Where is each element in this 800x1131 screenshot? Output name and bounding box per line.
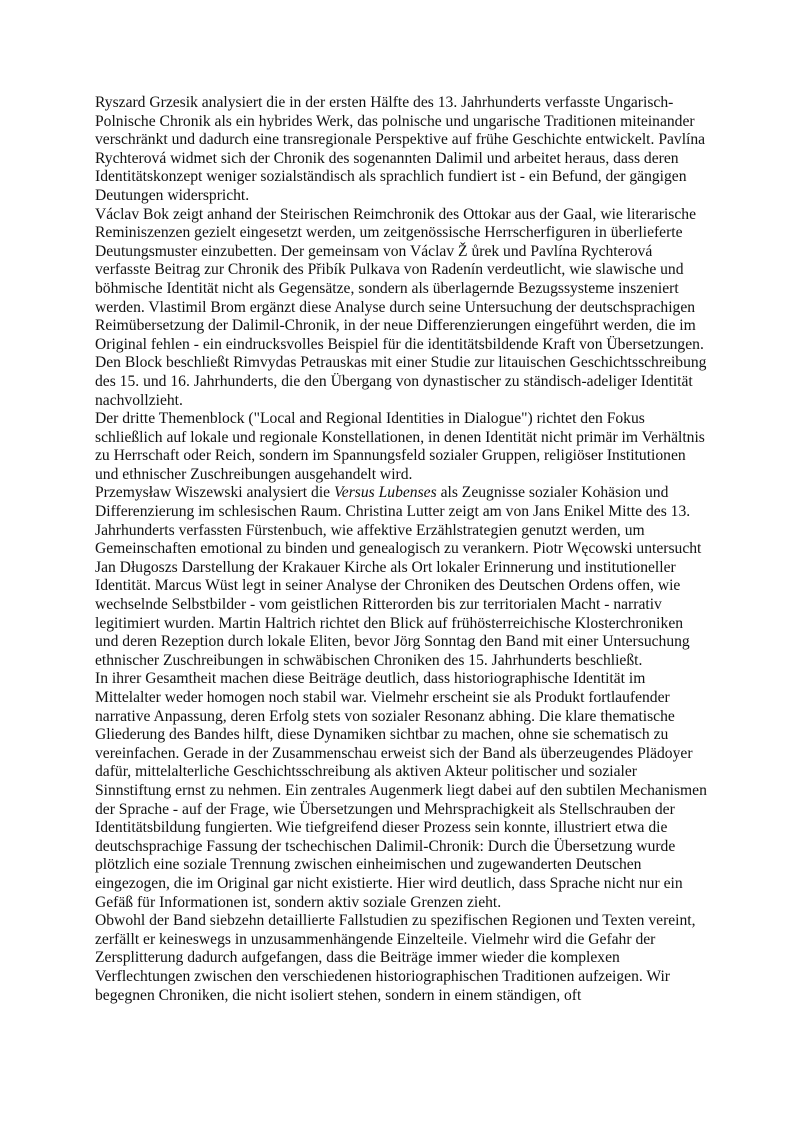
paragraph-third-theme-block: Der dritte Themenblock ("Local and Regional Identities in Dialogue") richtet den Fokus schließlich auf lokale und regionale Konstellationen, in denen Identität nicht primär im Verhältnis zu Herrschaft oder Reich, sondern im Spannungsfeld sozialer Gruppen, religiöser Institutionen und ethnischer Zuschreibungen ausgehandelt wird.	[95, 410, 705, 483]
paragraph-text-before: Przemysław Wiszewski analysiert die	[95, 484, 334, 502]
paragraph-overall-assessment: In ihrer Gesamtheit machen diese Beiträge deutlich, dass historiographische Identität im Mittelalter weder homogen noch stabil war. Vielmehr erscheint sie als Produkt fortlaufender narrative Anpassung, deren Erfolg stets von sozialer Resonanz abhing. Die klare thematische Gliederung des Bandes hilft, diese Dynamiken sichtbar zu machen, ohne sie schematisch zu vereinfachen. Gerade in der Zusammenschau erweist sich der Band als überzeugendes Plädoyer dafür, mittelalterliche Geschichtsschreibung als aktiven Akteur politischer und sozialer Sinnstiftung ernst zu nehmen. Ein zentrales Augenmerk liegt dabei auf den subtilen Mechanismen der Sprache - auf der Frage, wie Übersetzungen und Mehrsprachigkeit als Stellschrauben der Identitätsbildung fungierten. Wie tiefgreifend dieser Prozess sein konnte, illustriert etwa die deutschsprachige Fassung der tschechischen Dalimil-Chronik: Durch die Übersetzung wurde plötzlich eine soziale Trennung zwischen einheimischen und zugewanderten Deutschen eingezogen, die im Original gar nicht existierte. Hier wird deutlich, dass Sprache nicht nur ein Gefäß für Informationen ist, sondern aktiv soziale Grenzen zieht.	[95, 670, 707, 911]
paragraph-grzesik-rychterova: Ryszard Grzesik analysiert die in der ersten Hälfte des 13. Jahrhunderts verfasste Ungarisch-Polnische Chronik als ein hybrides Werk, das polnische und ungarische Traditionen miteinander verschränkt und dadurch eine transregionale Perspektive auf frühe Geschichte entwickelt. Pavlína Rychterová widmet sich der Chronik des sogenannten Dalimil und arbeitet heraus, dass deren Identitätskonzept weniger sozialständisch als sprachlich fundiert ist - ein Befund, der gängigen Deutungen widerspricht.	[95, 94, 706, 204]
paragraph-text-after: als Zeugnisse sozialer Kohäsion und Differenzierung im schlesischen Raum. Christina Lutter zeigt am von Jans Enikel Mitte des 13. Jahrhunderts verfassten Fürstenbuch, wie affektive Erzählstrategien genutzt werden, um Gemeinschaften emotional zu binden und genealogisch zu verankern. Piotr Węcowski untersucht Jan Długoszs Darstellung der Krakauer Kirche als Ort lokaler Erinnerung und institutioneller Identität. Marcus Wüst legt in seiner Analyse der Chroniken des Deutschen Ordens offen, wie wechselnde Selbstbilder - vom geistlichen Ritterorden bis zur territorialen Macht - narrativ legitimiert wurden. Martin Haltrich richtet den Blick auf frühösterreichische Klosterchroniken und deren Rezeption durch lokale Eliten, bevor Jörg Sonntag den Band mit einer Untersuchung ethnischer Zuschreibungen in schwäbischen Chroniken des 15. Jahrhunderts beschließt.	[95, 484, 702, 669]
paragraph-case-studies: Obwohl der Band siebzehn detaillierte Fallstudien zu spezifischen Regionen und Texten vereint, zerfällt er keineswegs in unzusammenhängende Einzelteile. Vielmehr wird die Gefahr der Zersplitterung dadurch aufgefangen, dass die Beiträge immer wieder die komplexen Verflechtungen zwischen den verschiedenen historiographischen Traditionen aufzeigen. Wir begegnen Chroniken, die nicht isoliert stehen, sondern in einem ständigen, oft	[95, 912, 696, 1004]
italic-title: Versus Lubenses	[334, 484, 437, 502]
paragraph-bok-brom-petrauskas: Václav Bok zeigt anhand der Steirischen Reimchronik des Ottokar aus der Gaal, wie literarische Reminiszenzen gezielt eingesetzt werden, um zeitgenössische Herrscherfiguren in überlieferte Deutungsmuster einzubetten. Der gemeinsam von Václav Ž ůrek und Pavlína Rychterová verfasste Beitrag zur Chronik des Přibík Pulkava von Radenín verdeutlicht, wie slawische und böhmische Identität nicht als Gegensätze, sondern als überlagernde Bezugssysteme inszeniert werden. Vlastimil Brom ergänzt diese Analyse durch seine Untersuchung der deutschsprachigen Reimübersetzung der Dalimil-Chronik, in der neue Differenzierungen eingeführt werden, die im Original fehlen - ein eindrucksvolles Beispiel für die identitätsbildende Kraft von Übersetzungen. Den Block beschließt Rimvydas Petrauskas mit einer Studie zur litauischen Geschichtsschreibung des 15. und 16. Jahrhunderts, die den Übergang von dynastischer zu ständisch-adeliger Identität nachvollzieht.	[95, 205, 707, 409]
document-page	[95, 94, 707, 1005]
paragraph-wiszewski-lutter-sonntag	[95, 484, 707, 670]
